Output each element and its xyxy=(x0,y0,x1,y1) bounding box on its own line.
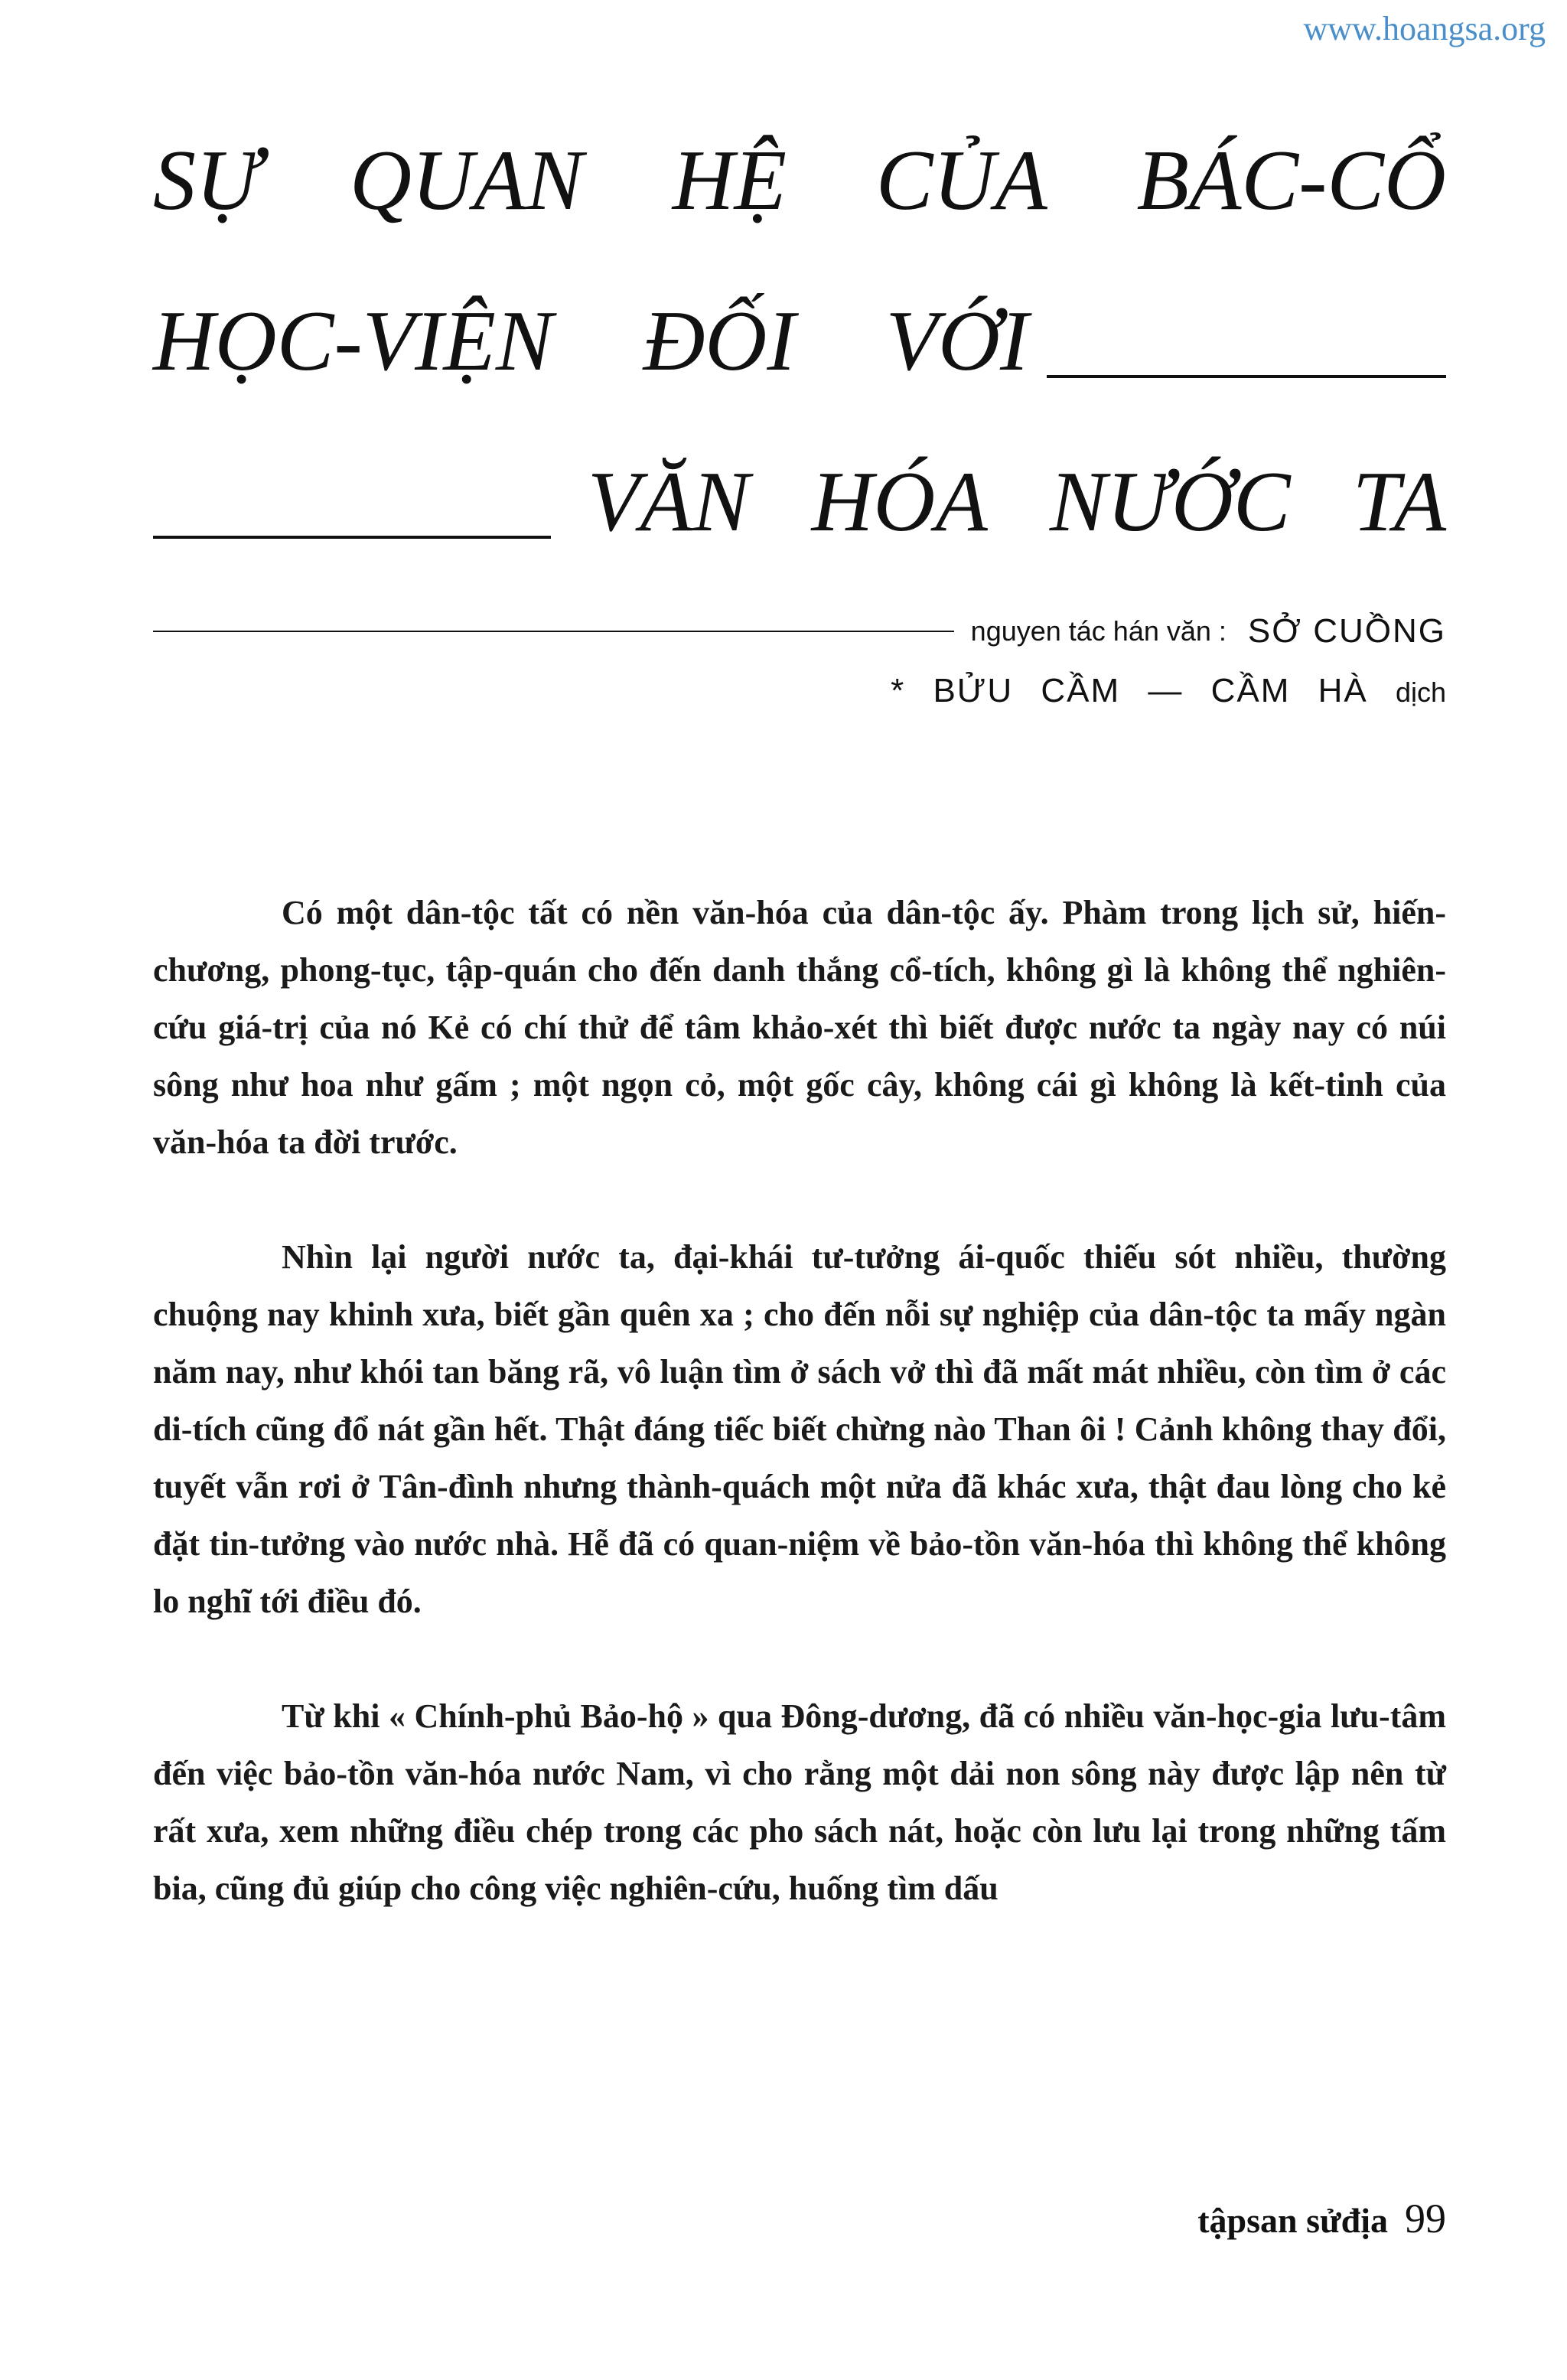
title-rule xyxy=(153,536,551,539)
title-word: BÁC-CỔ xyxy=(1136,133,1446,228)
title-rule xyxy=(1047,375,1446,378)
watermark: www.hoangsa.org xyxy=(1303,10,1546,47)
paragraph: Nhìn lại người nước ta, đại-khái tư-tưởng ái-quốc thiếu sót nhiều, thường chuộng nay khinh xưa, biết gần quên xa ; cho đến nỗi sự nghiệp của dân-tộc ta mấy ngàn năm nay, như khói tan băng rã, vô luận tìm ở sách vở thì đã mất mát nhiều, còn tìm ở các di-tích cũng đổ nát gần hết. Thật đáng tiếc biết chừng nào Than ôi ! Cảnh không thay đổi, tuyết vẫn rơi ở Tân-đình nhưng thành-quách một nửa đã khác xưa, thật đau lòng cho kẻ đặt tin-tưởng vào nước nhà. Hễ đã có quan-niệm về bảo-tồn văn-hóa thì không thể không lo nghĩ tới điều đó. xyxy=(153,1238,1446,1620)
paragraph: Từ khi « Chính-phủ Bảo-hộ » qua Đông-dương, đã có nhiều văn-học-gia lưu-tâm đến việc bảo-tồn văn-hóa nước Nam, vì cho rằng một dải non sông này được lập nên từ rất xưa, xem những điều chép trong các pho sách nát, hoặc còn lưu lại trong những tấm bia, cũng đủ giúp cho công việc nghiên-cứu, huống tìm dấu xyxy=(153,1697,1446,1907)
translator-credit xyxy=(891,672,1446,710)
title-line-3 xyxy=(153,455,1446,549)
title-word: TA xyxy=(1352,455,1446,549)
title-word: QUAN xyxy=(350,133,584,228)
article-body xyxy=(153,884,1446,1974)
original-author-credit xyxy=(153,612,1446,650)
paragraph: Có một dân-tộc tất có nền văn-hóa của dân-tộc ấy. Phàm trong lịch sử, hiến-chương, phong-tục, tập-quán cho đến danh thắng cổ-tích, không gì là không thể nghiên-cứu giá-trị của nó Kẻ có chí thử để tâm khảo-xét thì biết được nước ta ngày nay có núi sông như hoa như gấm ; một ngọn cỏ, một gốc cây, không cái gì không là kết-tinh của văn-hóa ta đời trước. xyxy=(153,894,1446,1161)
original-label: nguyen tác hán văn : xyxy=(970,615,1227,647)
title-word: HỆ xyxy=(672,133,787,228)
translated-label: dịch xyxy=(1395,677,1446,708)
title-word: CỦA xyxy=(875,133,1047,228)
title-word: HỌC-VIỆN xyxy=(153,294,553,389)
credit-rule xyxy=(153,631,954,632)
title-words-group xyxy=(588,455,1446,549)
page-footer xyxy=(1197,2195,1446,2242)
translators: BỬU CẦM — CẦM HÀ xyxy=(933,672,1368,709)
original-author: SỞ CUỒNG xyxy=(1247,612,1446,650)
journal-name: tậpsan sửđịa xyxy=(1197,2201,1388,2240)
title-word: ĐỐI xyxy=(643,294,796,389)
title-word: VỚI xyxy=(885,294,1029,389)
star-icon: * xyxy=(891,672,906,709)
title-word: SỰ xyxy=(153,133,261,228)
page-number: 99 xyxy=(1405,2196,1446,2241)
title-word: HÓA xyxy=(811,455,988,549)
title-line-1 xyxy=(153,133,1446,228)
title-line-2 xyxy=(153,294,1446,389)
title-word: NƯỚC xyxy=(1049,455,1291,549)
title-word: VĂN xyxy=(588,455,750,549)
